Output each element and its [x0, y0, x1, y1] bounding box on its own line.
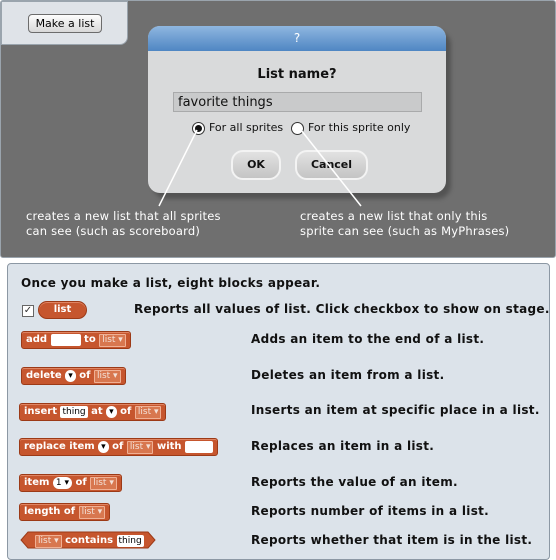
index-dropdown[interactable] [106, 406, 117, 418]
cancel-button[interactable]: Cancel [295, 150, 368, 180]
callout-line-left [159, 130, 197, 206]
thing-input-slot[interactable]: thing [62, 407, 86, 417]
list-reporter-label: list [53, 304, 72, 315]
list-dropdown[interactable]: list ▾ [135, 406, 162, 419]
list-reporter-block[interactable] [38, 301, 87, 319]
callout-right-line1: creates a new list that only this [300, 209, 488, 223]
make-a-list-button[interactable]: Make a list [28, 14, 102, 33]
of-label: of [79, 370, 91, 381]
callout-all-sprites [26, 209, 221, 239]
replace-item-block[interactable] [19, 438, 218, 456]
radio-this-label: For this sprite only [308, 121, 411, 134]
desc-item: Reports the value of an item. [251, 475, 458, 489]
intro-text: Once you make a list, eight blocks appear. [21, 276, 321, 290]
list-dropdown[interactable]: list ▾ [94, 370, 121, 383]
insert-label: insert [24, 406, 57, 417]
list-blocks-panel [7, 263, 550, 560]
with-label: with [156, 441, 182, 452]
list-dropdown[interactable]: list ▾ [127, 441, 154, 454]
index-dropdown[interactable] [98, 441, 109, 453]
callout-this-sprite [300, 209, 509, 239]
desc-add: Adds an item to the end of a list. [251, 332, 485, 346]
at-label: at [91, 406, 103, 417]
of-label: of [112, 441, 124, 452]
length-of-list-block[interactable] [19, 503, 110, 521]
to-label: to [84, 334, 96, 345]
dialog-example-panel [0, 0, 556, 258]
length-of-label: length of [24, 506, 76, 517]
replace-item-label: replace item [24, 441, 95, 452]
add-label: add [26, 334, 48, 345]
contains-label: contains [65, 535, 114, 546]
dialog-title: ? [293, 31, 301, 45]
index-dropdown[interactable]: 1 ▾ [53, 477, 72, 489]
list-dropdown[interactable]: list ▾ [99, 334, 126, 347]
item-of-list-block[interactable] [19, 474, 122, 492]
callout-left-line1: creates a new list that all sprites [26, 209, 221, 223]
list-dropdown[interactable]: list ▾ [35, 535, 62, 548]
value-input-slot[interactable] [185, 441, 213, 453]
contains-block[interactable] [30, 532, 149, 550]
callout-left-line2: can see (such as scoreboard) [26, 224, 201, 238]
thing-input-slot[interactable]: thing [118, 536, 142, 546]
desc-length: Reports number of items in a list. [251, 504, 490, 518]
callout-line-right [301, 130, 361, 206]
list-name-input[interactable]: favorite things [173, 92, 422, 112]
list-dropdown[interactable]: list ▾ [79, 506, 106, 519]
item-label: item [24, 477, 50, 488]
delete-of-list-block[interactable] [21, 367, 126, 385]
insert-at-list-block[interactable] [19, 403, 166, 421]
item-input-slot[interactable] [51, 334, 81, 346]
dialog-heading: List name? [257, 67, 337, 82]
list-dropdown[interactable]: list ▾ [90, 477, 117, 490]
show-on-stage-checkbox[interactable]: ✓ [23, 305, 33, 316]
callout-right-line2: sprite can see (such as MyPhrases) [300, 224, 510, 238]
add-to-list-block[interactable] [21, 331, 131, 349]
ok-button[interactable]: OK [231, 150, 281, 180]
of-label: of [120, 406, 132, 417]
desc-list-reporter: Reports all values of list. Click checkbox to show on stage. [134, 302, 550, 316]
radio-all-label: For all sprites [209, 121, 284, 134]
of-label: of [75, 477, 87, 488]
desc-delete: Deletes an item from a list. [251, 368, 445, 382]
delete-label: delete [26, 370, 62, 381]
desc-replace: Replaces an item in a list. [251, 439, 435, 453]
index-dropdown[interactable] [65, 370, 76, 382]
desc-contains: Reports whether that item is in the list. [251, 533, 533, 547]
desc-insert: Inserts an item at specific place in a list. [251, 403, 540, 417]
